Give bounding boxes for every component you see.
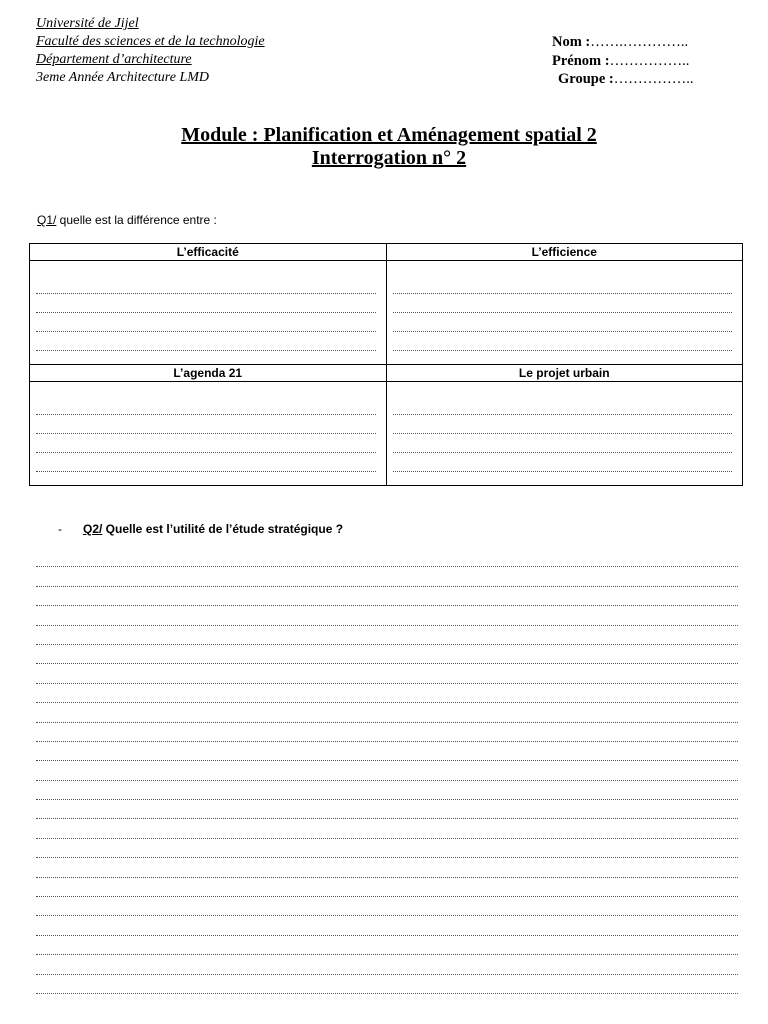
answer-line xyxy=(36,742,738,761)
module-title: Module : Planification et Aménagement spatial 2 xyxy=(181,124,597,146)
nom-label: Nom : xyxy=(552,34,591,50)
answer-cell-efficacite[interactable] xyxy=(30,261,387,365)
interrogation-title: Interrogation n° 2 xyxy=(311,147,467,169)
question-2 xyxy=(58,522,343,536)
answer-line xyxy=(393,332,733,351)
question-2-answer-area[interactable] xyxy=(36,548,738,994)
answer-line xyxy=(36,434,376,453)
answer-line xyxy=(36,313,376,332)
answer-line xyxy=(393,396,733,415)
answer-cell-efficience[interactable] xyxy=(386,261,743,365)
answer-line xyxy=(36,781,738,800)
answer-line xyxy=(36,955,738,974)
answer-cell-agenda21[interactable] xyxy=(30,382,387,486)
answer-line xyxy=(36,878,738,897)
answer-line xyxy=(393,434,733,453)
answer-line xyxy=(36,858,738,877)
faculty-name: Faculté des sciences et de la technologie xyxy=(36,34,265,49)
answer-line xyxy=(36,936,738,955)
answer-line xyxy=(36,839,738,858)
institution-header xyxy=(36,15,265,87)
answer-line xyxy=(393,275,733,294)
answer-line xyxy=(36,916,738,935)
answer-line xyxy=(36,294,376,313)
table-header-projet-urbain: Le projet urbain xyxy=(386,365,743,382)
question-1 xyxy=(37,213,217,227)
nom-field[interactable] xyxy=(552,33,689,52)
answer-line xyxy=(36,819,738,838)
answer-line xyxy=(36,761,738,780)
question-2-number: Q2/ xyxy=(83,522,103,536)
question-1-text: quelle est la différence entre : xyxy=(56,213,217,227)
table-header-efficacite: L’efficacité xyxy=(30,244,387,261)
answer-line xyxy=(36,800,738,819)
answer-cell-projet-urbain[interactable] xyxy=(386,382,743,486)
prenom-value: …………….. xyxy=(609,52,690,69)
groupe-field[interactable] xyxy=(558,70,695,89)
answer-line xyxy=(393,453,733,472)
answer-line xyxy=(36,606,738,625)
study-year: 3eme Année Architecture LMD xyxy=(36,70,210,85)
answer-line xyxy=(36,684,738,703)
table-header-efficience: L’efficience xyxy=(386,244,743,261)
department-name: Département d’architecture xyxy=(36,52,192,67)
student-info xyxy=(552,33,694,89)
answer-line xyxy=(36,453,376,472)
answer-line xyxy=(36,415,376,434)
answer-line xyxy=(36,897,738,916)
answer-line xyxy=(36,587,738,606)
answer-line xyxy=(393,313,733,332)
list-dash: - xyxy=(58,522,62,536)
prenom-field[interactable] xyxy=(552,52,689,71)
answer-line xyxy=(36,567,738,586)
answer-line xyxy=(36,723,738,742)
answer-line xyxy=(36,703,738,722)
question-2-text: Quelle est l’utilité de l’étude stratégique ? xyxy=(102,522,344,536)
prenom-label: Prénom : xyxy=(552,52,610,69)
answer-line xyxy=(393,294,733,313)
answer-line xyxy=(36,275,376,294)
answer-line xyxy=(36,332,376,351)
answer-line xyxy=(36,664,738,683)
answer-line xyxy=(36,645,738,664)
groupe-value: …………….. xyxy=(613,71,694,87)
comparison-table xyxy=(29,243,743,486)
answer-line xyxy=(36,396,376,415)
document-title xyxy=(0,124,768,170)
nom-value: …….………….. xyxy=(590,34,689,50)
question-1-number: Q1/ xyxy=(37,213,57,227)
groupe-label: Groupe : xyxy=(558,71,614,87)
university-name: Université de Jijel xyxy=(36,16,139,31)
answer-line xyxy=(36,626,738,645)
answer-line xyxy=(393,415,733,434)
table-header-agenda21: L’agenda 21 xyxy=(30,365,387,382)
answer-line xyxy=(36,548,738,567)
answer-line xyxy=(36,975,738,994)
